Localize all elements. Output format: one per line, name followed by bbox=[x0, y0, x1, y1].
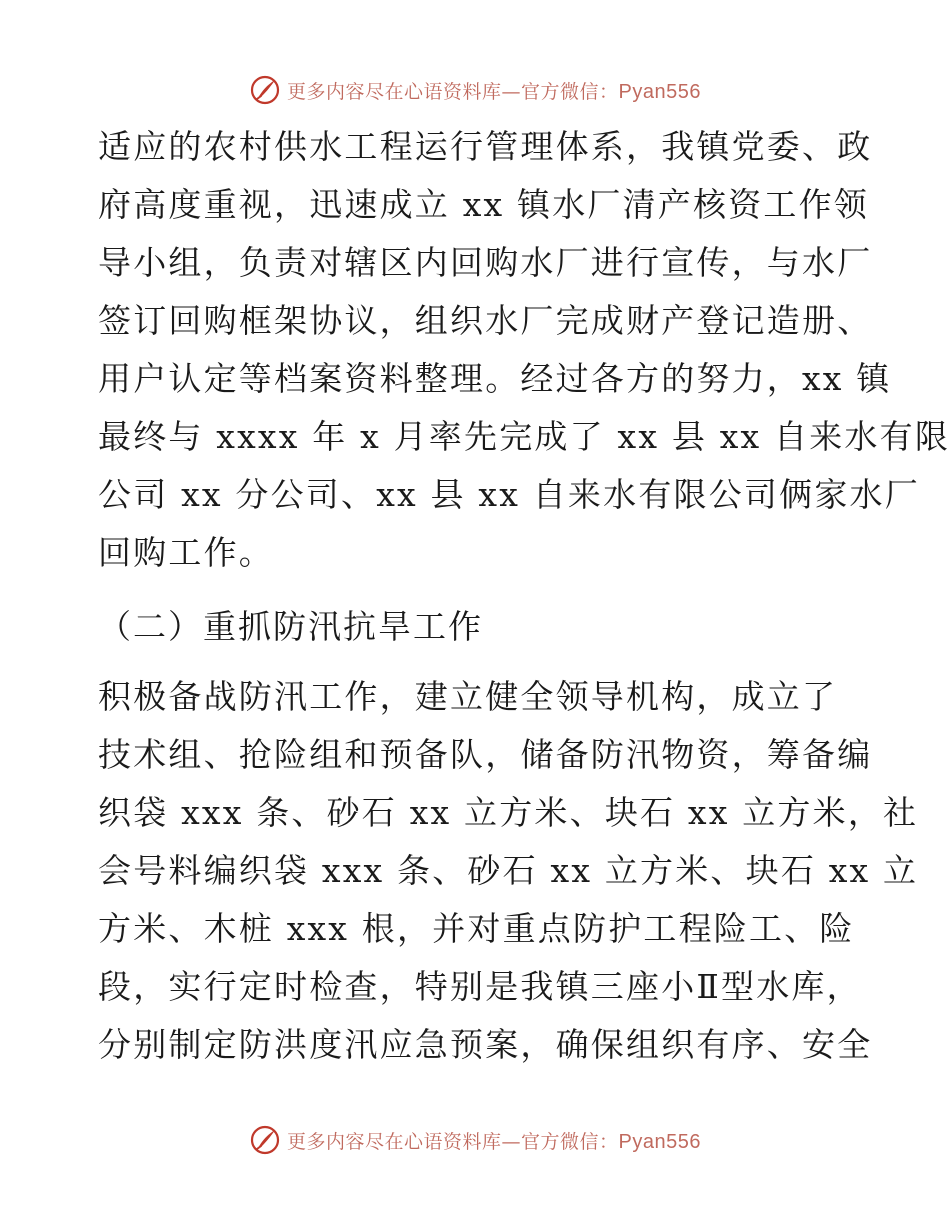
text-line: 方米、木桩 xxx 根，并对重点防护工程险工、险 bbox=[98, 909, 855, 948]
text-line: 导小组，负责对辖区内回购水厂进行宣传，与水厂 bbox=[98, 243, 873, 282]
watermark-wechat-id: Pyan556 bbox=[618, 1130, 701, 1153]
text-line: 回购工作。 bbox=[98, 533, 274, 572]
text-line: 技术组、抢险组和预备队，储备防汛物资，筹备编 bbox=[98, 735, 873, 774]
text-line: 最终与 xxxx 年 x 月率先完成了 xx 县 xx 自来水有限 bbox=[98, 417, 950, 456]
text-line: 织袋 xxx 条、砂石 xx 立方米、块石 xx 立方米，社 bbox=[98, 793, 919, 832]
quill-logo-icon bbox=[249, 1124, 281, 1156]
watermark-text bbox=[287, 77, 701, 104]
document-body bbox=[98, 118, 950, 1074]
header-watermark bbox=[0, 70, 950, 110]
text-line: 段，实行定时检查，特别是我镇三座小Ⅱ型水库， bbox=[98, 967, 862, 1006]
watermark-text bbox=[287, 1127, 701, 1154]
text-line: 签订回购框架协议，组织水厂完成财产登记造册、 bbox=[98, 301, 873, 340]
watermark-label: 更多内容尽在心语资料库—官方微信： bbox=[287, 80, 619, 103]
watermark-label: 更多内容尽在心语资料库—官方微信： bbox=[287, 1130, 619, 1153]
footer-watermark bbox=[0, 1120, 950, 1160]
watermark-wechat-id: Pyan556 bbox=[618, 80, 701, 103]
paragraph-1 bbox=[98, 118, 950, 582]
text-line: 积极备战防汛工作，建立健全领导机构，成立了 bbox=[98, 677, 838, 716]
text-line: 分别制定防洪度汛应急预案，确保组织有序、安全 bbox=[98, 1025, 873, 1064]
quill-logo-icon bbox=[249, 74, 281, 106]
text-line: 用户认定等档案资料整理。经过各方的努力，xx 镇 bbox=[98, 359, 892, 398]
text-line: 公司 xx 分公司、xx 县 xx 自来水有限公司俩家水厂 bbox=[98, 475, 920, 514]
text-line: 会号料编织袋 xxx 条、砂石 xx 立方米、块石 xx 立 bbox=[98, 851, 919, 890]
section-heading: （二）重抓防汛抗旱工作 bbox=[98, 607, 483, 646]
paragraph-2 bbox=[98, 668, 919, 1074]
text-line: 府高度重视，迅速成立 xx 镇水厂清产核资工作领 bbox=[98, 185, 870, 224]
text-line: 适应的农村供水工程运行管理体系，我镇党委、政 bbox=[98, 127, 873, 166]
